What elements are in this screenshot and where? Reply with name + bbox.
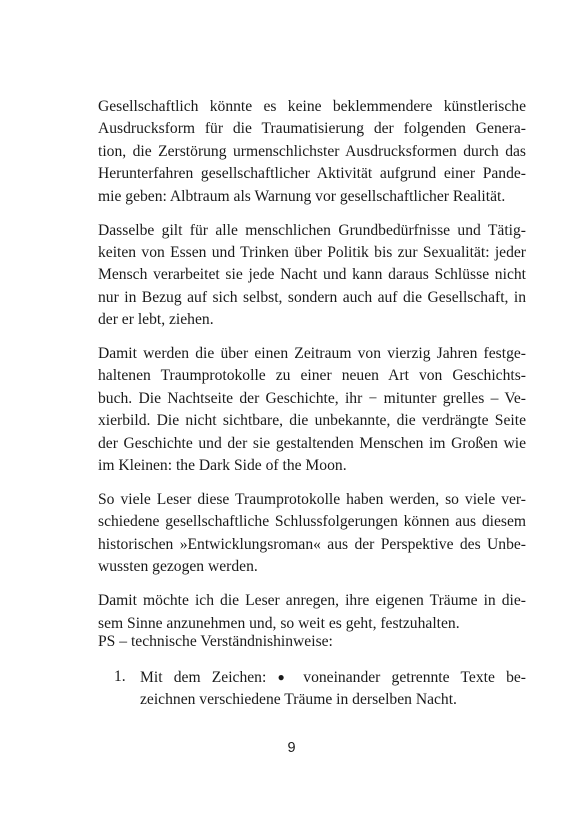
text-line: zeichnen verschiedene Träume in derselben Nacht. xyxy=(140,691,457,709)
text-line: mie geben: Albtraum als Warnung vor gesellschaftlicher Realität. xyxy=(98,187,506,205)
text-line: Herunterfahren gesellschaftlicher Aktivität aufgrund einer Pande- xyxy=(98,165,526,183)
text-line: wussten gezogen werden. xyxy=(98,558,258,576)
paragraph-4 xyxy=(98,489,526,579)
text-line: Gesellschaftlich könnte es keine beklemmendere künstlerische xyxy=(98,98,526,115)
body-text xyxy=(98,96,526,646)
text-line: sem Sinne anzunehmen und, so weit es geht, festzuhalten. xyxy=(98,614,460,632)
list-item-text xyxy=(140,666,526,712)
text-line: Damit möchte ich die Leser anregen, ihre eigenen Träume in die- xyxy=(98,592,526,610)
paragraph-1 xyxy=(98,96,526,208)
list-item xyxy=(98,666,526,712)
bullet-icon: ● xyxy=(277,670,293,684)
ps-heading: PS – technische Verständnishinweise: xyxy=(98,633,333,650)
text-line: Dasselbe gilt für alle menschlichen Grundbedürfnisse und Tätig- xyxy=(98,221,526,239)
text-line: tion, die Zerstörung urmenschlichster Ausdrucksformen durch das xyxy=(98,142,526,160)
paragraph-5 xyxy=(98,590,526,635)
text-line: der er lebt, ziehen. xyxy=(98,311,214,329)
text-line: Ausdrucksform für die Traumatisierung der folgenden Genera- xyxy=(98,120,526,138)
list-item-number: 1. xyxy=(114,668,126,685)
paragraph-2 xyxy=(98,220,526,332)
text-line: haltenen Traumprotokolle zu einer neuen Art von Geschichts- xyxy=(98,367,526,385)
text-line: historischen »Entwicklungsroman« aus der Perspektive des Unbe- xyxy=(98,535,526,553)
text-line xyxy=(140,666,526,689)
text-line: keiten von Essen und Trinken über Politik bis zur Sexualität: jeder xyxy=(98,243,526,261)
text-line: der Geschichte und der sie gestaltenden Menschen im Großen wie xyxy=(98,434,526,452)
text-line: im Kleinen: the Dark Side of the Moon. xyxy=(98,457,347,475)
text-line: Mensch verarbeitet sie jede Nacht und kann daraus Schlüsse nicht xyxy=(98,266,526,284)
text-line: Damit werden die über einen Zeitraum von vierzig Jahren festge- xyxy=(98,345,526,363)
text-line: xierbild. Die nicht sichtbare, die unbekannte, die verdrängte Seite xyxy=(98,412,526,430)
ps-list xyxy=(98,666,526,712)
list-item-text-after: voneinander getrennte Texte be- xyxy=(303,669,526,686)
list-item-text-before: Mit dem Zeichen: xyxy=(140,669,267,686)
page-number: 9 xyxy=(287,740,296,756)
text-line: nur in Bezug auf sich selbst, sondern auch auf die Gesellschaft, in xyxy=(98,288,526,306)
text-line: So viele Leser diese Traumprotokolle haben werden, so viele ver- xyxy=(98,491,526,508)
text-line: schiedene gesellschaftliche Schlussfolgerungen können aus diesem xyxy=(98,513,526,531)
paragraph-3 xyxy=(98,343,526,477)
text-line: buch. Die Nachtseite der Geschichte, ihr − mitunter grelles – Ve- xyxy=(98,389,526,407)
